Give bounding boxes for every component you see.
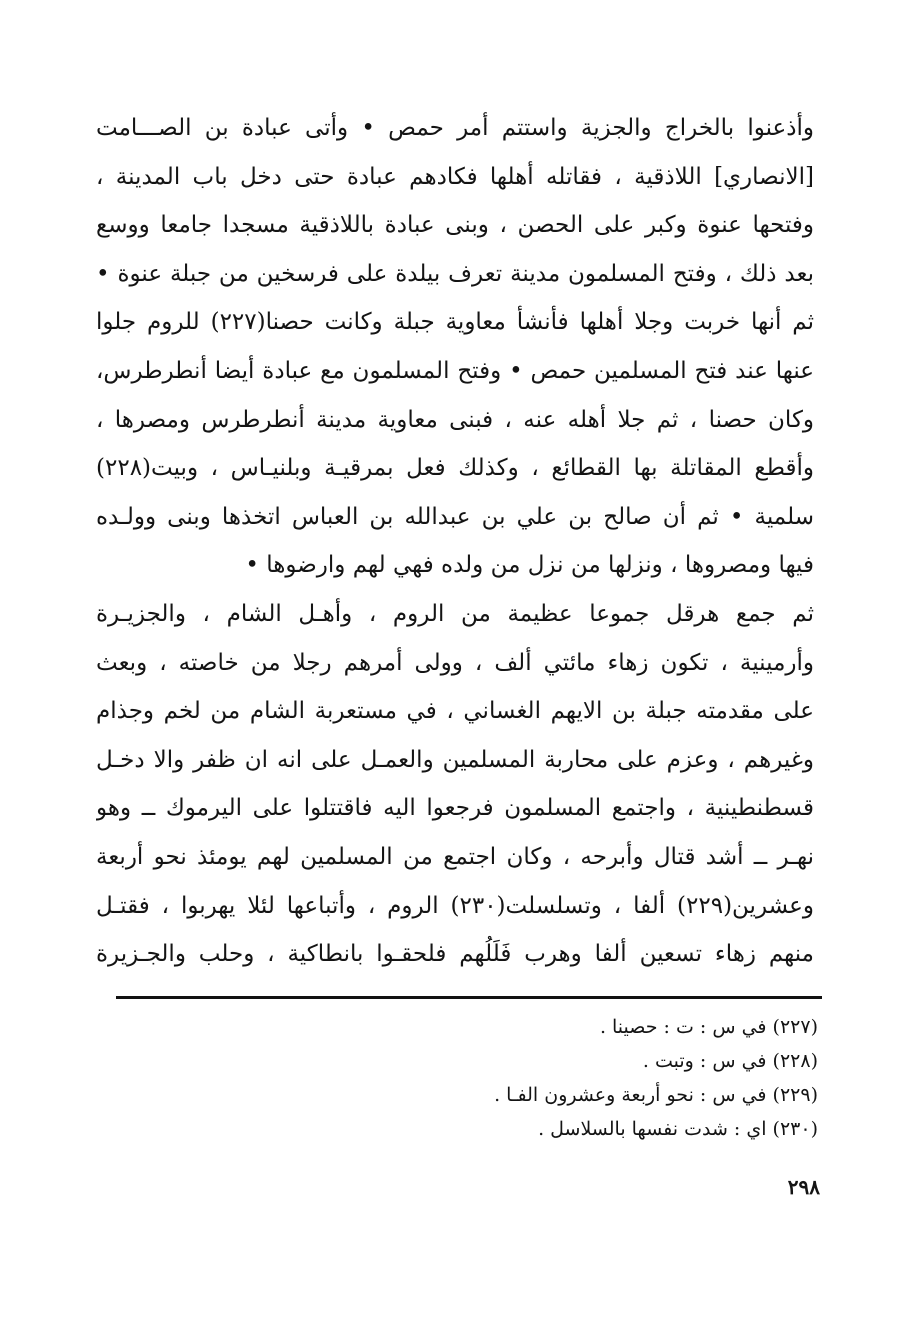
text-line: وغيرهم ، وعزم على محاربة المسلمين والعمـل على انه ان ظفر والا دخـل (96, 746, 814, 773)
text-line: وفتحها عنوة وكبر على الحصن ، وبنى عبادة باللاذقية مسجدا جامعا ووسع (96, 212, 814, 239)
page-number: ٢٩٨ (787, 1175, 820, 1199)
footnote: (٢٢٨) في س : وتبت . (642, 1050, 818, 1072)
footnote: (٢٢٩) في س : نحو أربعة وعشرون الفـا . (494, 1084, 818, 1106)
text-line: وأرمينية ، تكون زهاء مائتي ألف ، وولى أمرهم رجلا من خاصته ، وبعث (96, 649, 814, 676)
footnote-divider (116, 996, 822, 999)
footnote: (٢٣٠) اي : شدت نفسها بالسلاسل . (538, 1118, 818, 1140)
text-line: ثم جمع هرقل جموعا عظيمة من الروم ، وأهـل الشام ، والجزيـرة (96, 600, 814, 627)
text-line: [الانصاري] اللاذقية ، فقاتله أهلها فكادهم عبادة حتى دخل باب المدينة ، (96, 163, 814, 190)
text-line: ثم أنها خربت وجلا أهلها فأنشأ معاوية جبلة وكانت حصنا(٢٢٧) للروم جلوا (96, 309, 814, 336)
text-line: بعد ذلك ، وفتح المسلمون مدينة تعرف بيلدة على فرسخين من جبلة عنوة • (96, 260, 814, 287)
main-text (96, 104, 814, 979)
footnote: (٢٢٧) في س : ت : حصينا . (599, 1016, 818, 1038)
text-line: وأقطع المقاتلة بها القطائع ، وكذلك فعل بمرقيـة وبلنيـاس ، وبيت(٢٢٨) (96, 455, 814, 482)
text-line: نهـر ــ أشد قتال وأبرحه ، وكان اجتمع من المسلمين لهم يومئذ نحو أربعة (96, 843, 814, 870)
text-line: فيها ومصروها ، ونزلها من نزل من ولده فهي لهم وارضوها • (245, 552, 814, 579)
text-line: عنها عند فتح المسلمين حمص • وفتح المسلمون مع عبادة أيضا أنطرطرس، (96, 357, 814, 384)
text-line: وكان حصنا ، ثم جلا أهله عنه ، فبنى معاوية مدينة أنطرطرس ومصرها ، (96, 406, 814, 433)
text-line: وأذعنوا بالخراج والجزية واستتم أمر حمص • وأتى عبادة بن الصـــامت (96, 115, 814, 141)
text-line: وعشرين(٢٢٩) ألفا ، وتسلسلت(٢٣٠) الروم ، وأتباعها لئلا يهربوا ، فقتـل (96, 892, 814, 919)
text-line: قسطنطينية ، واجتمع المسلمون فرجعوا اليه فاقتتلوا على اليرموك ــ وهو (96, 795, 814, 822)
text-line: سلمية • ثم أن صالح بن علي بن عبدالله بن العباس اتخذها وبنى وولـده (96, 503, 814, 530)
text-line: منهم زهاء تسعين ألفا وهرب فَلَلُهم فلحقـوا بانطاكية ، وحلب والجـزيرة (96, 941, 814, 968)
text-line: على مقدمته جبلة بن الايهم الغساني ، في مستعربة الشام من لخم وجذام (96, 698, 814, 725)
footnotes (198, 1010, 818, 1146)
